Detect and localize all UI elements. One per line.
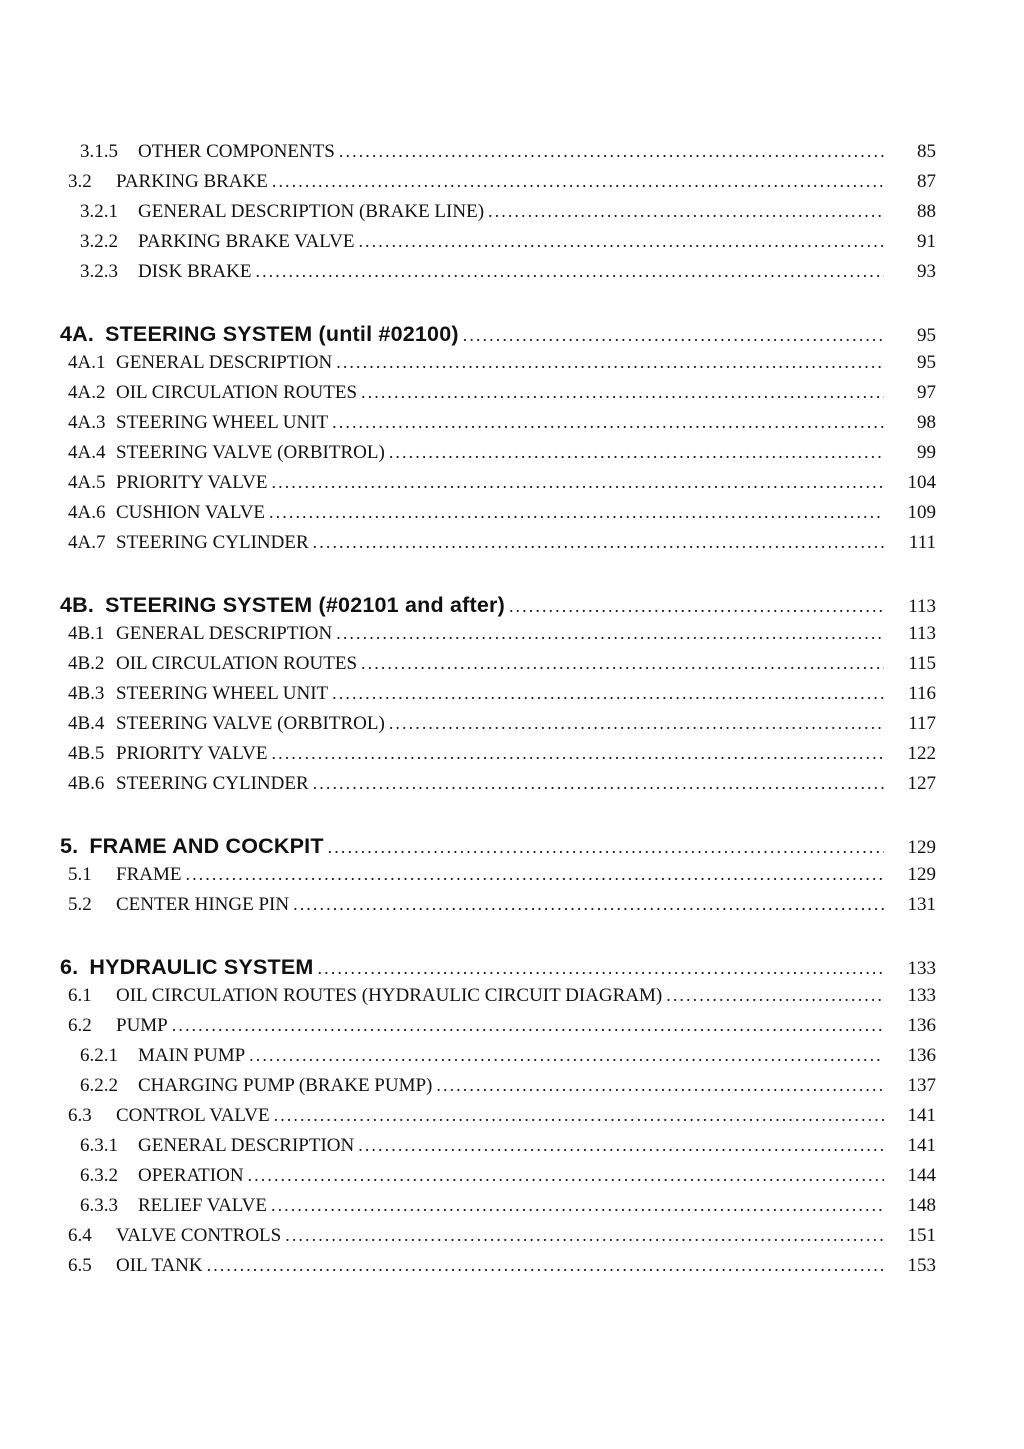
dot-leader <box>509 596 884 617</box>
toc-entry-page-number: 151 <box>907 1225 936 1246</box>
toc-entry-page-number: 127 <box>907 773 936 794</box>
toc-entry-page-number: 137 <box>907 1075 936 1096</box>
toc-entry-page-number: 133 <box>907 958 936 979</box>
toc-entry-page-number: 88 <box>917 201 936 222</box>
dot-leader <box>318 958 884 979</box>
toc-entry <box>60 171 936 201</box>
toc-entry-number: 4A.2 <box>68 382 106 403</box>
toc-entry <box>60 743 936 773</box>
toc-entry-title: OTHER COMPONENTS <box>138 141 335 162</box>
toc-entry-page-number: 93 <box>917 261 936 282</box>
toc-entry-page-number: 136 <box>907 1045 936 1066</box>
toc-entry-title: STEERING SYSTEM (#02101 and after) <box>105 593 505 617</box>
dot-leader <box>255 261 884 282</box>
dot-leader <box>358 231 884 252</box>
toc-entry-title: GENERAL DESCRIPTION <box>116 352 333 373</box>
dot-leader <box>313 773 884 794</box>
dot-leader <box>207 1255 884 1276</box>
toc-entry-page-number: 113 <box>908 623 936 644</box>
toc-entry <box>60 472 936 502</box>
toc-entry-number: 4B.5 <box>68 743 105 764</box>
toc-section-heading <box>60 834 936 864</box>
toc-entry <box>60 1075 936 1105</box>
toc-entry-title: PRIORITY VALVE <box>116 743 268 764</box>
toc-entry <box>60 773 936 803</box>
toc-entry <box>60 894 936 924</box>
toc-entry-number: 5. <box>60 834 79 858</box>
toc-entry-title: CHARGING PUMP (BRAKE PUMP) <box>138 1075 433 1096</box>
toc-entry-page-number: 122 <box>907 743 936 764</box>
toc-entry-number: 6.4 <box>68 1225 92 1246</box>
dot-leader <box>272 472 885 493</box>
toc-entry-title: STEERING VALVE (ORBITROL) <box>116 442 385 463</box>
dot-leader <box>269 502 884 523</box>
toc-entry-title: STEERING VALVE (ORBITROL) <box>116 713 385 734</box>
toc-entry-page-number: 144 <box>907 1165 936 1186</box>
toc-entry-title: STEERING WHEEL UNIT <box>116 412 329 433</box>
dot-leader <box>389 713 884 734</box>
dot-leader <box>272 743 885 764</box>
toc-entry <box>60 261 936 291</box>
dot-leader <box>488 201 884 222</box>
dot-leader <box>328 837 884 858</box>
toc-entry-title: PARKING BRAKE VALVE <box>138 231 355 252</box>
dot-leader <box>172 1015 884 1036</box>
toc-entry <box>60 352 936 382</box>
toc-entry-number: 3.1.5 <box>80 141 118 162</box>
toc-entry-page-number: 109 <box>907 502 936 523</box>
toc-entry-title: STEERING CYLINDER <box>116 773 309 794</box>
toc-entry-page-number: 111 <box>908 532 936 553</box>
toc-entry <box>60 502 936 532</box>
toc-entry-number: 3.2.2 <box>80 231 118 252</box>
toc-entry-number: 4A.6 <box>68 502 106 523</box>
toc-entry-number: 4B.6 <box>68 773 105 794</box>
toc-entry-number: 6.5 <box>68 1255 92 1276</box>
toc-entry <box>60 1105 936 1135</box>
toc-entry-title: PUMP <box>116 1015 168 1036</box>
toc-entry <box>60 1015 936 1045</box>
toc-entry-page-number: 95 <box>917 352 936 373</box>
toc-entry <box>60 1045 936 1075</box>
dot-leader <box>332 683 884 704</box>
toc-entry-page-number: 136 <box>907 1015 936 1036</box>
toc-entry-title: RELIEF VALVE <box>138 1195 267 1216</box>
toc-entry <box>60 231 936 261</box>
toc-section-heading <box>60 593 936 623</box>
toc-entry-title: PARKING BRAKE <box>116 171 268 192</box>
dot-leader <box>361 382 884 403</box>
dot-leader <box>271 1195 884 1216</box>
toc-section-heading <box>60 322 936 352</box>
toc-entry-page-number: 99 <box>917 442 936 463</box>
toc-entry-number: 6.2 <box>68 1015 92 1036</box>
toc-entry <box>60 1255 936 1285</box>
toc-entry-number: 6.3.1 <box>80 1135 118 1156</box>
toc-entry-number: 6.3 <box>68 1105 92 1126</box>
dot-leader <box>666 985 884 1006</box>
dot-leader <box>274 1105 884 1126</box>
dot-leader <box>272 171 884 192</box>
toc-entry-title: FRAME AND COCKPIT <box>89 834 324 858</box>
toc-entry-number: 6.2.1 <box>80 1045 118 1066</box>
toc-entry-title: STEERING WHEEL UNIT <box>116 683 329 704</box>
toc-entry <box>60 141 936 171</box>
toc-entry-number: 4A. <box>60 322 95 346</box>
toc-entry-title: CENTER HINGE PIN <box>116 894 290 915</box>
toc-entry-page-number: 95 <box>917 325 936 346</box>
toc-entry-title: FRAME <box>116 864 182 885</box>
toc-entry-number: 6. <box>60 955 79 979</box>
toc-entry <box>60 683 936 713</box>
toc-entry-title: DISK BRAKE <box>138 261 252 282</box>
toc-entry <box>60 653 936 683</box>
dot-leader <box>339 141 884 162</box>
toc-entry-page-number: 113 <box>908 596 936 617</box>
toc-entry-title: OIL CIRCULATION ROUTES <box>116 653 358 674</box>
toc-entry-page-number: 141 <box>907 1105 936 1126</box>
toc-entry-page-number: 97 <box>917 382 936 403</box>
toc-entry-title: PRIORITY VALVE <box>116 472 268 493</box>
toc-section-heading <box>60 955 936 985</box>
toc-entry-number: 4B.2 <box>68 653 105 674</box>
toc-entry-page-number: 141 <box>907 1135 936 1156</box>
toc-entry-page-number: 117 <box>908 713 936 734</box>
toc-entry-number: 3.2.1 <box>80 201 118 222</box>
toc-entry-number: 3.2.3 <box>80 261 118 282</box>
toc-entry-title: OIL CIRCULATION ROUTES <box>116 382 358 403</box>
toc-entry-page-number: 104 <box>907 472 936 493</box>
dot-leader <box>389 442 884 463</box>
toc-entry-title: GENERAL DESCRIPTION (BRAKE LINE) <box>138 201 485 222</box>
dot-leader <box>248 1165 884 1186</box>
dot-leader <box>358 1135 884 1156</box>
toc-entry-page-number: 115 <box>908 653 936 674</box>
toc-entry-page-number: 116 <box>908 683 936 704</box>
toc-entry-title: HYDRAULIC SYSTEM <box>89 955 314 979</box>
toc-entry-number: 4A.1 <box>68 352 106 373</box>
toc-entry-title: VALVE CONTROLS <box>116 1225 282 1246</box>
toc-entry-title: STEERING SYSTEM (until #02100) <box>105 322 459 346</box>
toc-entry-page-number: 91 <box>917 231 936 252</box>
toc-entry-number: 4B. <box>60 593 95 617</box>
toc-entry-number: 6.2.2 <box>80 1075 118 1096</box>
dot-leader <box>185 864 884 885</box>
toc-entry-title: OIL TANK <box>116 1255 203 1276</box>
toc-entry-page-number: 87 <box>917 171 936 192</box>
toc-entry-number: 3.2 <box>68 171 92 192</box>
dot-leader <box>293 894 884 915</box>
dot-leader <box>313 532 884 553</box>
toc-entry-title: CONTROL VALVE <box>116 1105 270 1126</box>
dot-leader <box>249 1045 884 1066</box>
toc-entry-title: GENERAL DESCRIPTION <box>116 623 333 644</box>
toc-entry <box>60 442 936 472</box>
dot-leader <box>336 623 884 644</box>
toc-entry <box>60 201 936 231</box>
toc-entry-number: 6.1 <box>68 985 92 1006</box>
toc-entry-page-number: 153 <box>907 1255 936 1276</box>
toc-entry-title: OIL CIRCULATION ROUTES (HYDRAULIC CIRCUIT DIAGRAM) <box>116 985 663 1006</box>
dot-leader <box>361 653 884 674</box>
toc-entry-page-number: 129 <box>907 837 936 858</box>
dot-leader <box>336 352 884 373</box>
toc-entry-page-number: 98 <box>917 412 936 433</box>
toc-entry-number: 4B.1 <box>68 623 105 644</box>
toc-entry <box>60 864 936 894</box>
toc-entry <box>60 1165 936 1195</box>
toc-entry-number: 4B.4 <box>68 713 105 734</box>
toc-entry-number: 5.2 <box>68 894 92 915</box>
toc-entry-page-number: 85 <box>917 141 936 162</box>
toc-entry-number: 5.1 <box>68 864 92 885</box>
toc-entry <box>60 382 936 412</box>
toc-entry-page-number: 131 <box>907 894 936 915</box>
dot-leader <box>285 1225 884 1246</box>
toc-entry-page-number: 129 <box>907 864 936 885</box>
toc-entry <box>60 1195 936 1225</box>
toc-entry <box>60 623 936 653</box>
toc-entry-number: 4A.3 <box>68 412 106 433</box>
toc-entry <box>60 1225 936 1255</box>
dot-leader <box>463 325 884 346</box>
toc-entry-number: 6.3.3 <box>80 1195 118 1216</box>
toc-entry <box>60 713 936 743</box>
toc-entry-title: STEERING CYLINDER <box>116 532 309 553</box>
toc-entry-number: 4A.4 <box>68 442 106 463</box>
toc-entry <box>60 985 936 1015</box>
toc-entry-title: OPERATION <box>138 1165 244 1186</box>
toc-entry-number: 6.3.2 <box>80 1165 118 1186</box>
toc-entry-number: 4A.5 <box>68 472 106 493</box>
toc-entry-title: MAIN PUMP <box>138 1045 246 1066</box>
table-of-contents <box>60 141 936 1285</box>
toc-entry-number: 4A.7 <box>68 532 106 553</box>
toc-entry <box>60 412 936 442</box>
toc-entry <box>60 532 936 562</box>
toc-entry-title: GENERAL DESCRIPTION <box>138 1135 355 1156</box>
toc-entry-number: 4B.3 <box>68 683 105 704</box>
dot-leader <box>436 1075 884 1096</box>
toc-entry-page-number: 133 <box>907 985 936 1006</box>
dot-leader <box>332 412 884 433</box>
toc-entry-title: CUSHION VALVE <box>116 502 266 523</box>
toc-entry <box>60 1135 936 1165</box>
toc-entry-page-number: 148 <box>907 1195 936 1216</box>
